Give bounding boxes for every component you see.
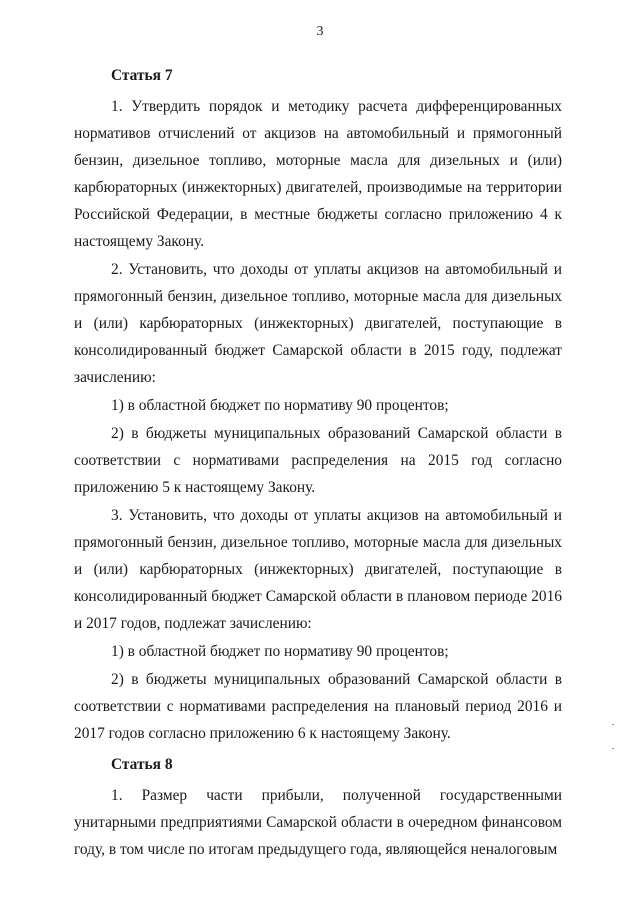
article-7-paragraph-2-item-1: 1) в областной бюджет по нормативу 90 процентов; xyxy=(111,397,449,414)
article-8 xyxy=(74,751,562,863)
margin-scan-mark xyxy=(612,724,614,725)
article-8-heading: Статья 8 xyxy=(111,756,173,773)
article-8-paragraph-1: 1. Размер части прибыли, полученной государственными унитарными предприятиями Самарской области в очередном финансовом году, в том числе по итогам предыдущего года, являющейся неналоговым xyxy=(74,787,562,858)
document-body xyxy=(74,62,562,863)
article-7-paragraph-2-item-2: 2) в бюджеты муниципальных образований Самарской области в соответствии с нормативами распределения на 2015 год согласно приложению 5 к настоящему Закону. xyxy=(74,425,562,496)
article-7-paragraph-2: 2. Установить, что доходы от уплаты акцизов на автомобильный и прямогонный бензин, дизельное топливо, моторные масла для дизельных и (или) карбюраторных (инжекторных) двигателей, поступающие в консолидированный бюджет Самарской области в 2015 году, подлежат зачислению: xyxy=(74,261,562,386)
article-7-paragraph-3-item-1: 1) в областной бюджет по нормативу 90 процентов; xyxy=(111,643,449,660)
margin-scan-mark xyxy=(612,748,614,749)
article-7-paragraph-3-item-2: 2) в бюджеты муниципальных образований Самарской области в соответствии с нормативами распределения на плановый период 2016 и 2017 годов согласно приложению 6 к настоящему Закону. xyxy=(74,671,562,742)
article-7-heading: Статья 7 xyxy=(111,67,173,84)
page-number: 3 xyxy=(316,24,324,39)
article-7-paragraph-3: 3. Установить, что доходы от уплаты акцизов на автомобильный и прямогонный бензин, дизельное топливо, моторные масла для дизельных и (или) карбюраторных (инжекторных) двигателей, поступающие в консолидированный бюджет Самарской области в плановом периоде 2016 и 2017 годов, подлежат зачислению: xyxy=(74,507,562,632)
article-7 xyxy=(74,62,562,747)
article-7-paragraph-1: 1. Утвердить порядок и методику расчета дифференцированных нормативов отчислений от акцизов на автомобильный и прямогонный бензин, дизельное топливо, моторные масла для дизельных и (или) карбюраторных (инжекторных) двигателей, производимые на территории Российской Федерации, в местные бюджеты согласно приложению 4 к настоящему Закону. xyxy=(74,98,562,250)
